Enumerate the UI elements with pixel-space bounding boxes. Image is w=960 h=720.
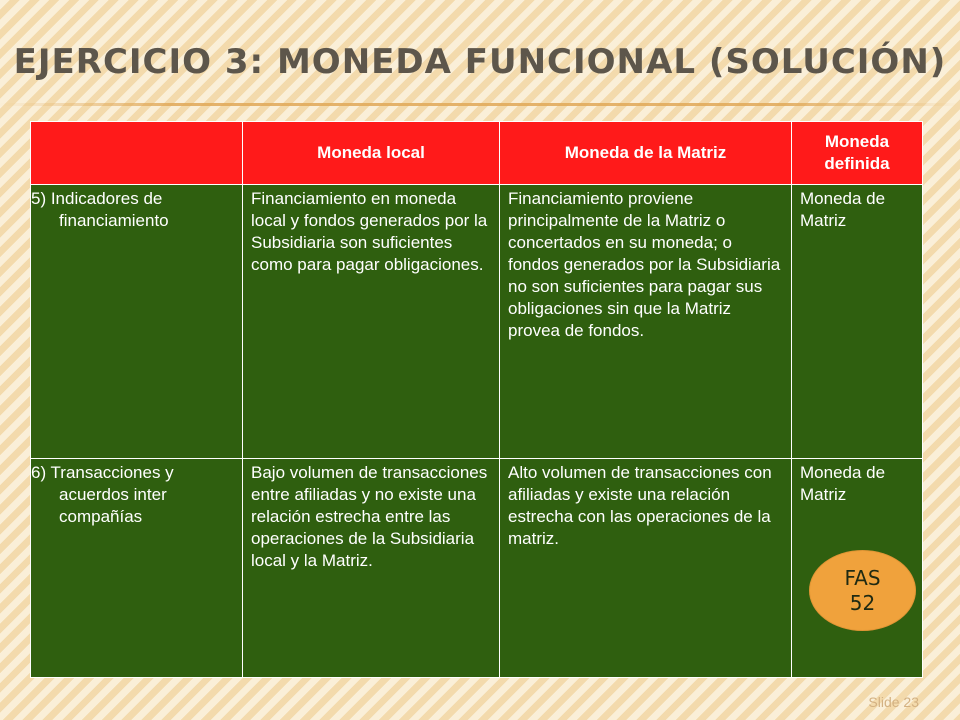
header-moneda-local: Moneda local: [243, 122, 500, 185]
fas-52-badge: [809, 550, 916, 631]
table-row: [31, 185, 923, 459]
indicator-cell: [31, 185, 243, 459]
moneda-definida-cell: Moneda de Matriz: [792, 185, 923, 459]
moneda-local-cell: Financiamiento en moneda local y fondos generados por la Subsidiaria son suficientes como para pagar obligaciones.: [243, 185, 500, 459]
moneda-matriz-cell: Alto volumen de transacciones con afiliadas y existe una relación estrecha con las operaciones de la matriz.: [500, 459, 792, 678]
title-divider: [0, 103, 960, 106]
header-moneda-matriz: Moneda de la Matriz: [500, 122, 792, 185]
slide-number: Slide 23: [868, 694, 919, 710]
table-row: [31, 459, 923, 678]
moneda-local-cell: Bajo volumen de transacciones entre afiliadas y no existe una relación estrecha entre las operaciones de la Subsidiaria local y la Matriz.: [243, 459, 500, 678]
indicator-cell: [31, 459, 243, 678]
moneda-definida-cell: Moneda de Matriz: [792, 459, 923, 678]
functional-currency-table: [30, 121, 923, 678]
indicator-label: 6) Transacciones y acuerdos inter compañías: [31, 463, 174, 526]
fas-badge-text: FAS 52: [844, 565, 881, 615]
table-header-row: [31, 122, 923, 185]
slide-title: EJERCICIO 3: MONEDA FUNCIONAL (SOLUCIÓN): [13, 42, 947, 82]
header-moneda-definida: Moneda definida: [792, 122, 923, 185]
header-empty-cell: [31, 122, 243, 185]
moneda-matriz-cell: Financiamiento proviene principalmente de la Matriz o concertados en su moneda; o fondos generados por la Subsidiaria no son suficientes para pagar sus obligaciones sin que la Matriz provea de fondos.: [500, 185, 792, 459]
indicator-label: 5) Indicadores de financiamiento: [31, 189, 169, 230]
